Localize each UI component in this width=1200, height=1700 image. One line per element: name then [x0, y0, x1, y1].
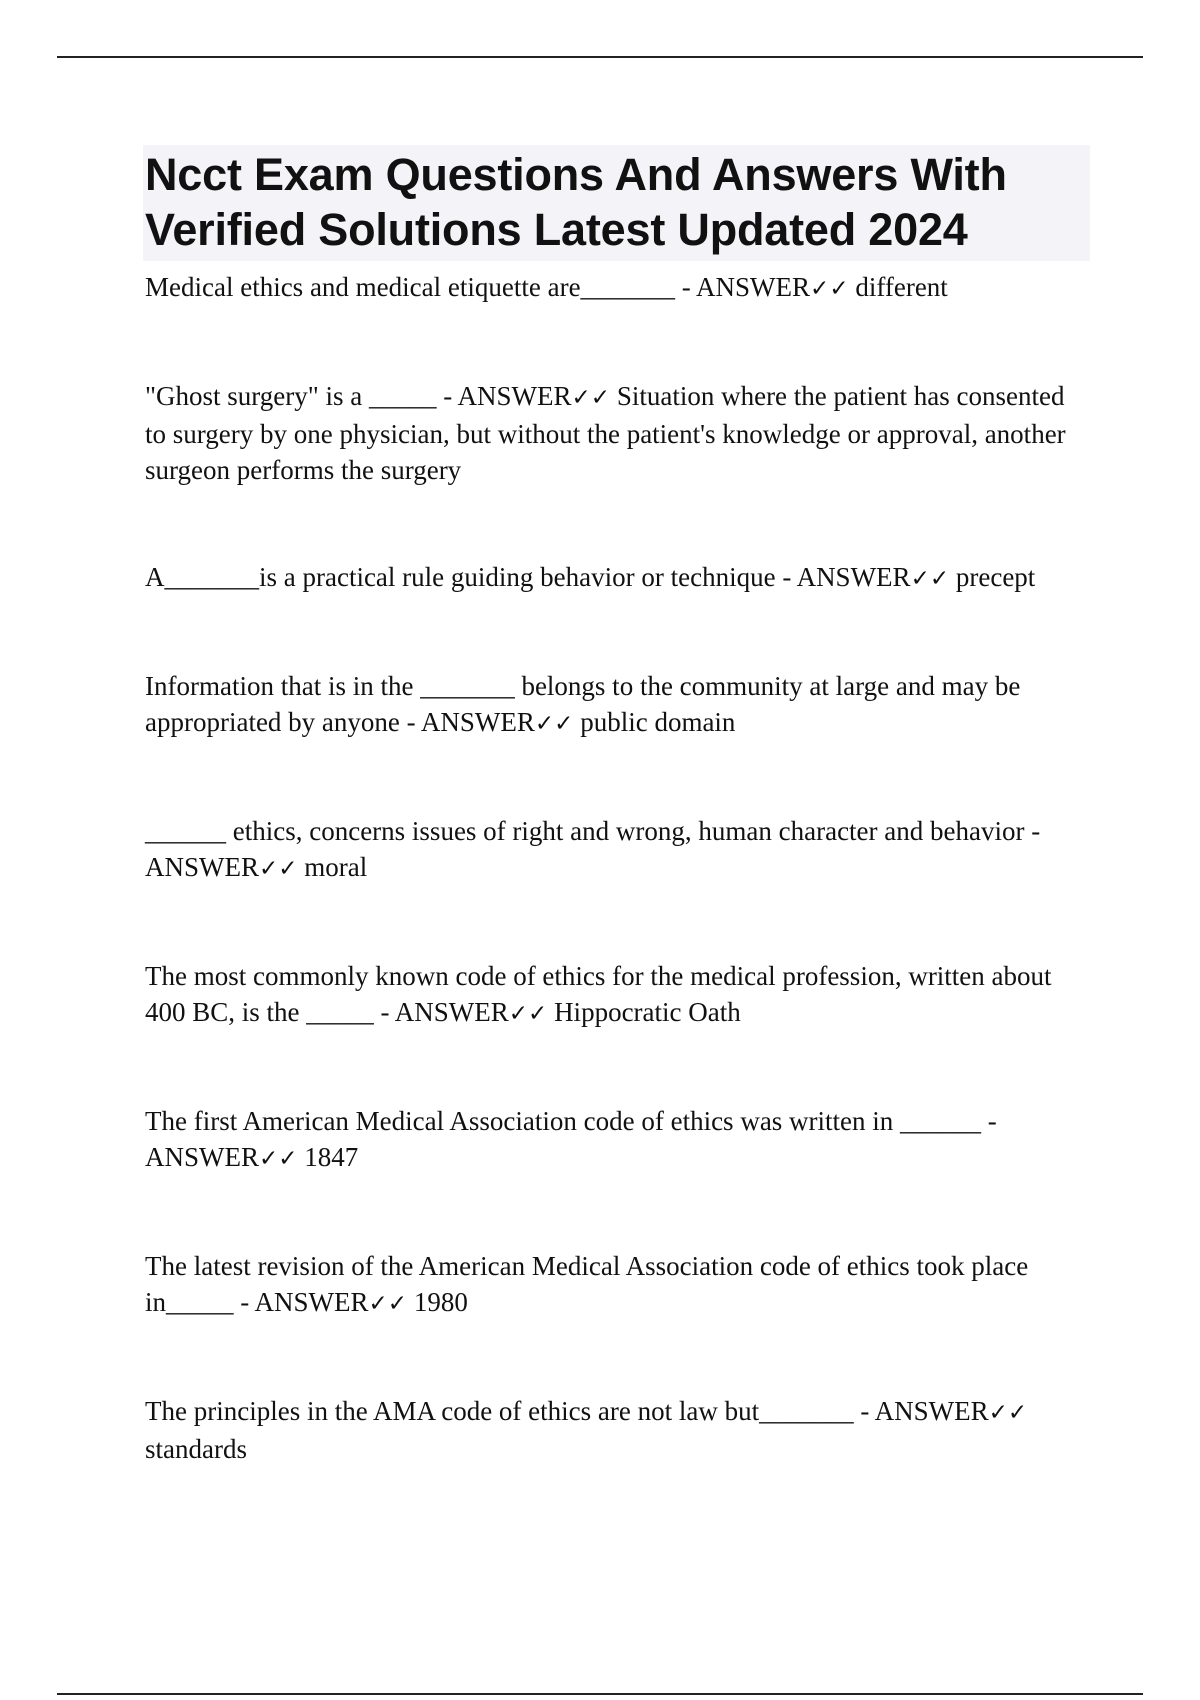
question-text: The principles in the AMA code of ethics are not law but_______	[145, 1396, 854, 1426]
question-text: Information that is in the _______ belongs to the community at large and may be appropriated by anyone	[145, 671, 1021, 737]
check-marks: ✓✓	[259, 856, 298, 882]
answer-text: different	[855, 272, 948, 302]
answer-marker: - ANSWER	[681, 272, 811, 302]
answer-text: moral	[304, 852, 368, 882]
answer-marker: - ANSWER	[782, 562, 911, 592]
answer-text: 1980	[413, 1287, 468, 1317]
document-title: Ncct Exam Questions And Answers With Verified Solutions Latest Updated 2024	[145, 149, 1007, 255]
title-box	[143, 145, 1090, 261]
check-marks: ✓✓	[508, 1001, 548, 1027]
check-marks: ✓✓	[259, 1146, 298, 1172]
question-text: "Ghost surgery" is a _____	[145, 381, 437, 411]
question-text: ______ ethics, concerns issues of right and wrong, human character and behavior	[145, 816, 1025, 846]
answer-marker: - ANSWER	[240, 1287, 369, 1317]
top-rule	[57, 56, 1143, 58]
answer-marker: - ANSWER	[145, 816, 1041, 882]
answer-text: standards	[145, 1434, 247, 1464]
qa-item	[145, 1248, 1090, 1322]
question-text: The first American Medical Association code of ethics was written in ______	[145, 1106, 982, 1136]
document-body	[145, 145, 1090, 1467]
check-marks: ✓✓	[571, 385, 611, 411]
answer-marker: - ANSWER	[443, 381, 572, 411]
qa-item	[145, 378, 1090, 488]
answer-text: 1847	[304, 1142, 359, 1172]
qa-item	[145, 1103, 1090, 1177]
check-marks: ✓✓	[910, 566, 950, 592]
qa-item	[145, 668, 1090, 742]
answer-text: precept	[955, 562, 1036, 592]
answer-text: public domain	[580, 707, 736, 737]
answer-text: Situation where the patient has consented to surgery by one physician, but without the patient's knowledge or approval, another surgeon performs the surgery	[145, 381, 1066, 485]
qa-item	[145, 813, 1090, 887]
check-marks: ✓✓	[534, 711, 574, 737]
qa-item	[145, 559, 1090, 597]
answer-marker: - ANSWER	[406, 707, 535, 737]
check-marks: ✓✓	[810, 276, 849, 302]
question-text: The most commonly known code of ethics for the medical profession, written about 400 BC, is the _____	[145, 961, 1052, 1027]
qa-item	[145, 1393, 1090, 1467]
qa-item	[145, 269, 1090, 307]
bottom-rule	[57, 1693, 1143, 1695]
answer-marker: - ANSWER	[145, 1106, 997, 1172]
question-text: The latest revision of the American Medical Association code of ethics took place in_____	[145, 1251, 1029, 1317]
check-marks: ✓✓	[988, 1400, 1028, 1426]
qa-item	[145, 958, 1090, 1032]
answer-marker: - ANSWER	[860, 1396, 989, 1426]
answer-marker: - ANSWER	[380, 997, 509, 1027]
question-text: A_______is a practical rule guiding behavior or technique	[145, 562, 776, 592]
check-marks: ✓✓	[368, 1291, 408, 1317]
answer-text: Hippocratic Oath	[554, 997, 741, 1027]
question-text: Medical ethics and medical etiquette are_______	[145, 272, 676, 302]
